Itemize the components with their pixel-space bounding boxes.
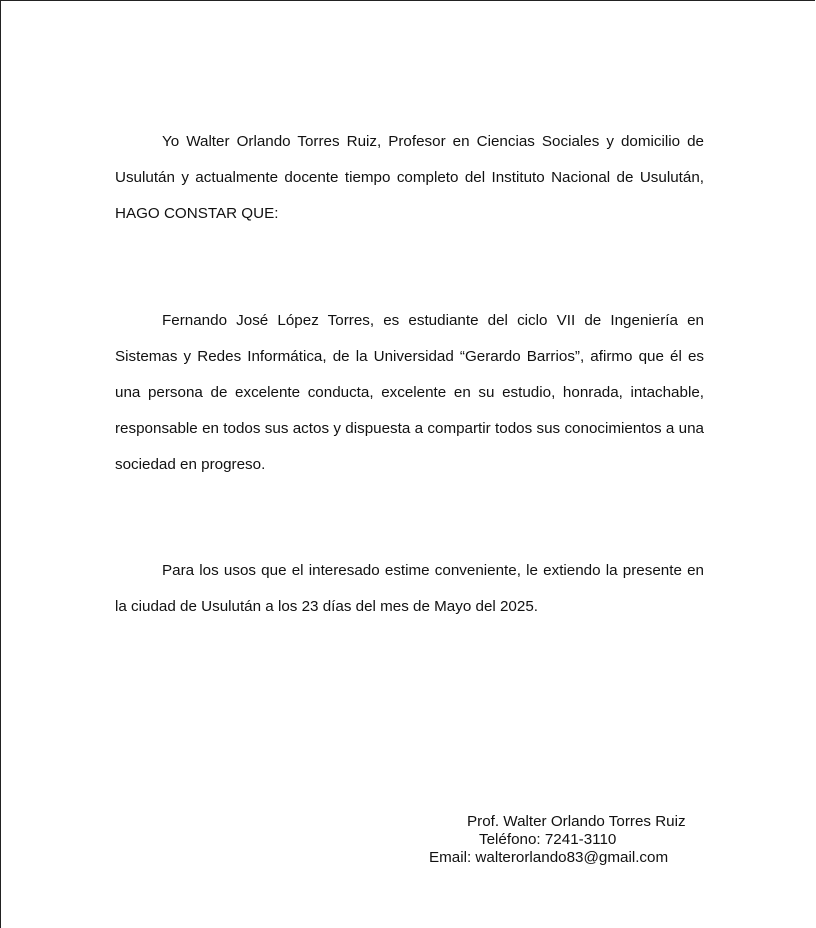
closing-paragraph: Para los usos que el interesado estime conveniente, le extiendo la presente en la ciudad de Usulután a los 23 días del mes de Mayo del 2025.	[115, 562, 704, 615]
signature-phone: Teléfono: 7241-3110	[479, 831, 617, 848]
signature-email: Email: walterorlando83@gmail.com	[429, 849, 669, 866]
signature-name: Prof. Walter Orlando Torres Ruiz	[467, 813, 686, 830]
certification-paragraph: Fernando José López Torres, es estudiante del ciclo VII de Ingeniería en Sistemas y Redes Informática, de la Universidad “Gerardo Barrios”, afirmo que él es una persona de excelente conducta, excelente en su estudio, honrada, intachable, responsable en todos sus actos y dispuesta a compartir todos sus conocimientos a una sociedad en progreso.	[115, 312, 704, 473]
intro-paragraph: Yo Walter Orlando Torres Ruiz, Profesor en Ciencias Sociales y domicilio de Usulután y actualmente docente tiempo completo del Instituto Nacional de Usulután, HAGO CONSTAR QUE:	[115, 133, 704, 222]
